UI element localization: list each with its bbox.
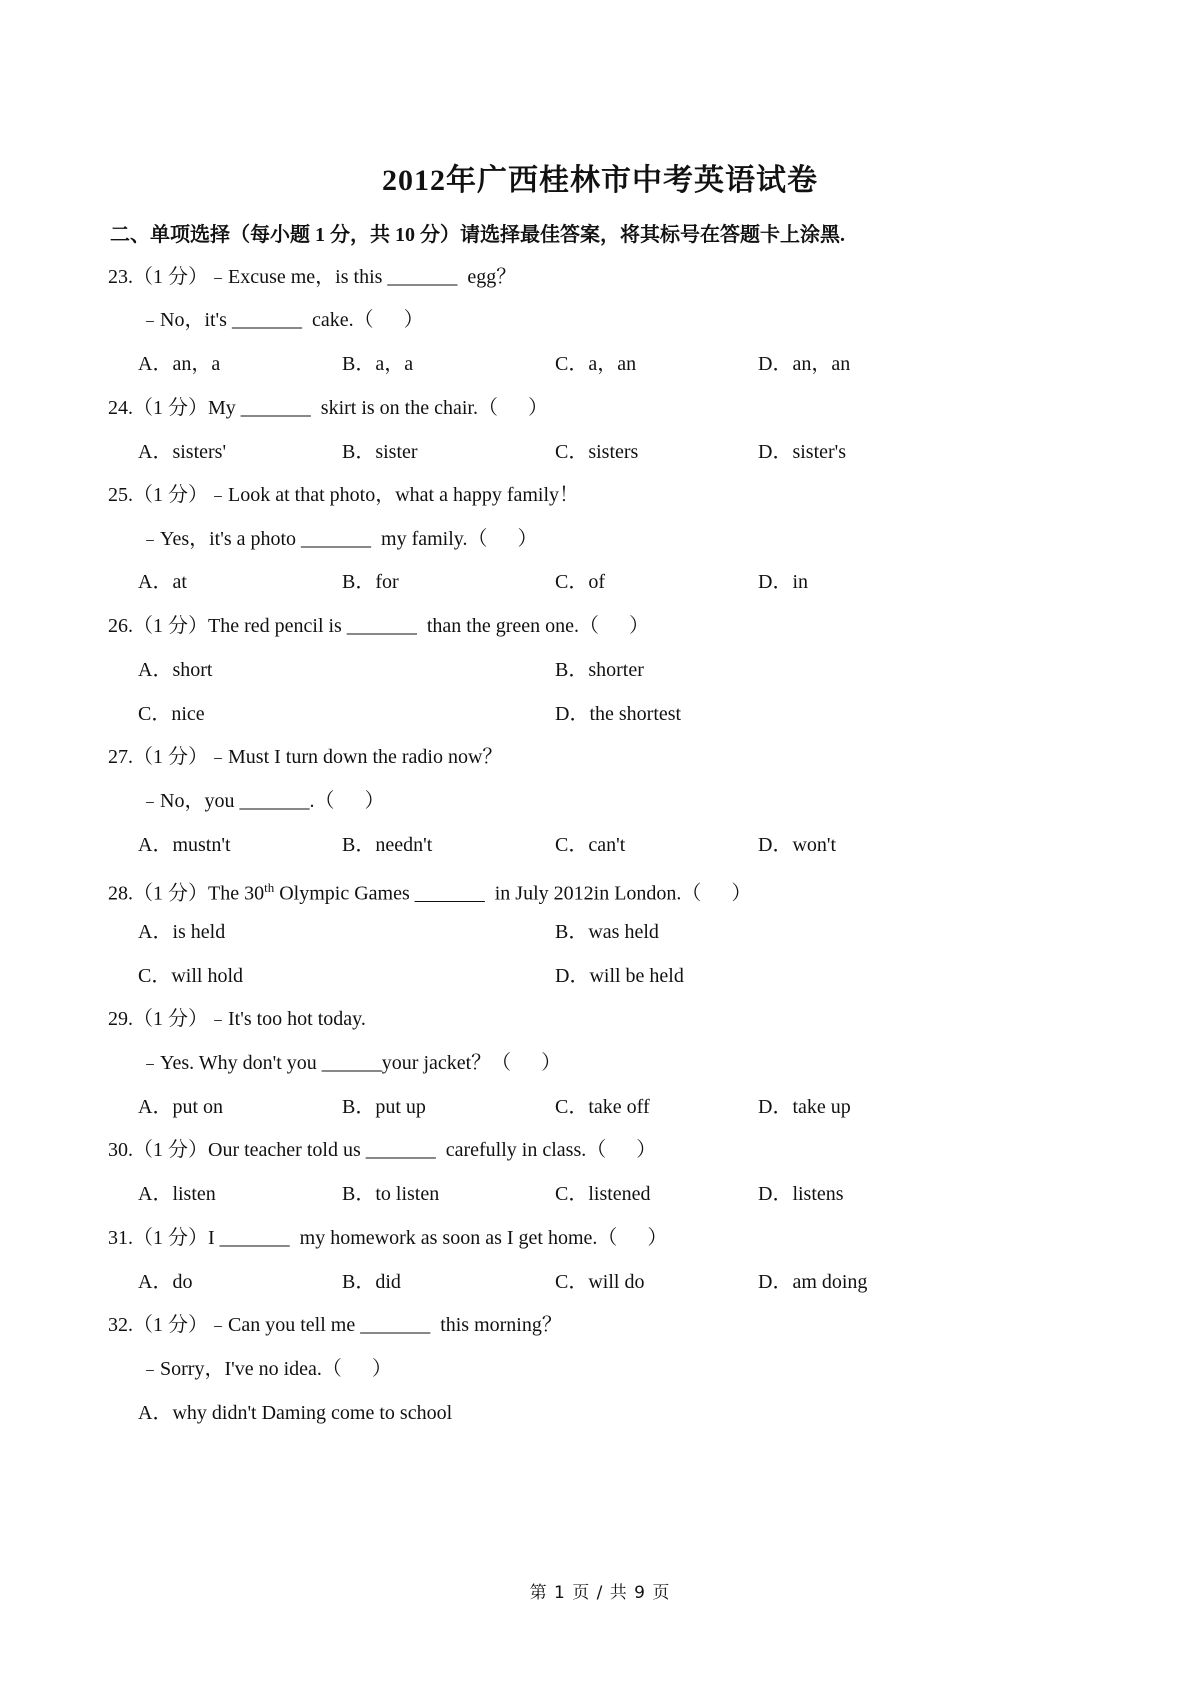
q27-option-c: C．can't (555, 834, 626, 856)
q32-option-a: A．why didn't Daming come to school (138, 1402, 453, 1424)
q24-option-b: B．sister (342, 441, 418, 463)
q29-option-c: C．take off (555, 1096, 650, 1118)
q24-option-c: C．sisters (555, 441, 639, 463)
q25-option-a: A．at (138, 571, 187, 593)
q31-option-d: D．am doing (758, 1271, 868, 1293)
q24-option-d: D．sister's (758, 441, 847, 463)
q31-option-b: B．did (342, 1271, 401, 1293)
q24-option-a: A．sisters' (138, 441, 227, 463)
q28-option-b: B．was held (555, 921, 659, 943)
question-28-text-start: 28.（1 分）The 30 (108, 882, 265, 905)
q26-option-d: D．the shortest (555, 703, 682, 725)
q27-option-a: A．mustn't (138, 834, 231, 856)
question-23-reply: ﹣No，it's _______ cake.（ ） (140, 309, 424, 331)
q27-option-d: D．won't (758, 834, 837, 856)
q29-option-a: A．put on (138, 1096, 223, 1118)
q30-option-a: A．listen (138, 1183, 216, 1205)
q28-option-a: A．is held (138, 921, 226, 943)
q27-option-b: B．needn't (342, 834, 433, 856)
question-29: 29.（1 分）﹣It's too hot today. (108, 1008, 366, 1030)
q31-option-a: A．do (138, 1271, 193, 1293)
page-footer: 第 1 页 / 共 9 页 (529, 1583, 671, 1603)
q30-option-b: B．to listen (342, 1183, 440, 1205)
question-27-reply: ﹣No，you _______.（ ） (140, 790, 385, 812)
question-28-text-end: Olympic Games _______ in July 2012in London.（ ） (274, 882, 752, 905)
section-heading: 二、单项选择（每小题 1 分，共 10 分）请选择最佳答案，将其标号在答题卡上涂黑. (110, 224, 845, 246)
question-28 (108, 874, 751, 908)
q28-option-d: D．will be held (555, 965, 684, 987)
q26-option-a: A．short (138, 659, 213, 681)
question-32: 32.（1 分）﹣Can you tell me _______ this morning？ (108, 1314, 562, 1336)
page-title: 2012年广西桂林市中考英语试卷 (382, 164, 818, 197)
q26-option-c: C．nice (138, 703, 205, 725)
q26-option-b: B．shorter (555, 659, 644, 681)
q30-option-c: C．listened (555, 1183, 651, 1205)
question-30: 30.（1 分）Our teacher told us _______ carefully in class.（ ） (108, 1139, 657, 1161)
q25-option-c: C．of (555, 571, 605, 593)
q29-option-b: B．put up (342, 1096, 426, 1118)
q25-option-d: D．in (758, 571, 808, 593)
question-27: 27.（1 分）﹣Must I turn down the radio now？ (108, 746, 503, 768)
ordinal-suffix: th (264, 880, 275, 895)
question-32-reply: ﹣Sorry，I've no idea.（ ） (140, 1358, 392, 1380)
question-24: 24.（1 分）My _______ skirt is on the chair.（ ） (108, 397, 548, 419)
question-26: 26.（1 分）The red pencil is _______ than the green one.（ ） (108, 615, 649, 637)
q23-option-b: B．a，a (342, 353, 414, 375)
q23-option-a: A．an，a (138, 353, 221, 375)
question-25-reply: ﹣Yes，it's a photo _______ my family.（ ） (140, 528, 538, 550)
q29-option-d: D．take up (758, 1096, 851, 1118)
q23-option-c: C．a，an (555, 353, 637, 375)
q28-option-c: C．will hold (138, 965, 244, 987)
q31-option-c: C．will do (555, 1271, 645, 1293)
q30-option-d: D．listens (758, 1183, 844, 1205)
question-31: 31.（1 分）I _______ my homework as soon as I get home.（ ） (108, 1227, 668, 1249)
question-25: 25.（1 分）﹣Look at that photo，what a happy family！ (108, 484, 580, 506)
q25-option-b: B．for (342, 571, 399, 593)
question-29-reply: ﹣Yes. Why don't you ______your jacket？（ ） (140, 1052, 562, 1074)
question-23: 23.（1 分）﹣Excuse me，is this _______ egg？ (108, 266, 517, 288)
q23-option-d: D．an，an (758, 353, 851, 375)
